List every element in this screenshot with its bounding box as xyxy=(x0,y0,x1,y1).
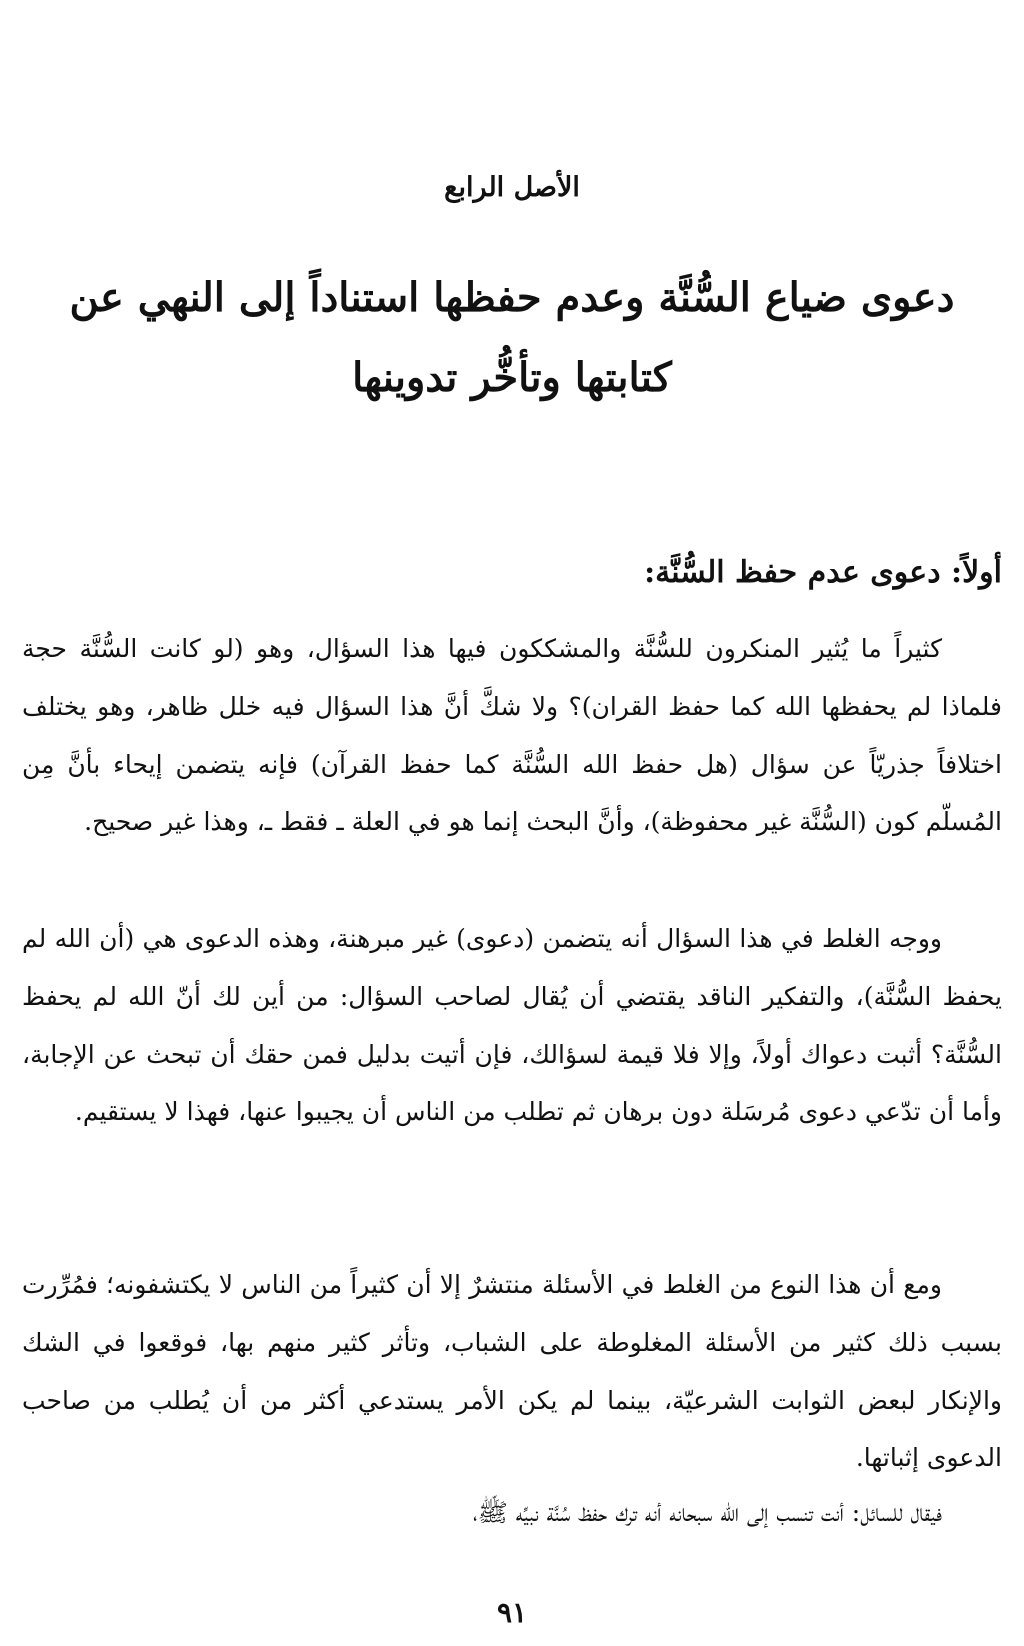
body-paragraph: كثيراً ما يُثير المنكرون للسُّنَّة والمشككون فيها هذا السؤال، وهو (لو كانت السُّنَّة حجة فلماذا لم يحفظها الله كما حفظ القران)؟ ولا شكَّ أنَّ هذا السؤال فيه خلل ظاهر، وهو يختلف اختلافاً جذريّاً عن سؤال (هل حفظ الله السُّنَّة كما حفظ القرآن) فإنه يتضمن إيحاء بأنَّ مِن المُسلّم كون (السُّنَّة غير محفوظة)، وأنَّ البحث إنما هو في العلة ـ فقط ـ، وهذا غير صحيح. xyxy=(22,634,1002,837)
body-paragraph: ومع أن هذا النوع من الغلط في الأسئلة منتشرٌ إلا أن كثيراً من الناس لا يكتشفونه؛ فمُرِّرت بسبب ذلك كثير من الأسئلة المغلوطة على الشباب، وتأثر كثير منهم بها، فوقعوا في الشك والإنكار لبعض الثوابت الشرعيّة، بينما لم يكن الأمر يستدعي أكثر من أن يُطلب من صاحب الدعوى إثباتها. xyxy=(22,1270,1002,1473)
body-paragraph: فيقال للسائل: أنت تنسب إلى الله سبحانه أنه ترك حفظ سُنَّة نبيِّه ﷺ، xyxy=(472,1498,942,1527)
chapter-title: دعوى ضياع السُّنَّة وعدم حفظها استناداً إلى النهي عن كتابتها وتأخُّر تدوينها xyxy=(69,274,955,401)
chapter-label: الأصل الرابع xyxy=(444,172,580,203)
section-heading: أولاً: دعوى عدم حفظ السُّنَّة: xyxy=(644,555,1002,590)
body-paragraph: ووجه الغلط في هذا السؤال أنه يتضمن (دعوى) غير مبرهنة، وهذه الدعوى هي (أن الله لم يحفظ السُّنَّة)، والتفكير الناقد يقتضي أن يُقال لصاحب السؤال: من أين لك أنّ الله لم يحفظ السُّنَّة؟ أثبت دعواك أولاً، وإلا فلا قيمة لسؤالك، فإن أتيت بدليل فمن حقك أن تبحث عن الإجابة، وأما أن تدّعي دعوى مُرسَلة دون برهان ثم تطلب من الناس أن يجيبوا عنها، فهذا لا يستقيم. xyxy=(22,924,1002,1127)
page-number: ٩١ xyxy=(496,1596,528,1629)
